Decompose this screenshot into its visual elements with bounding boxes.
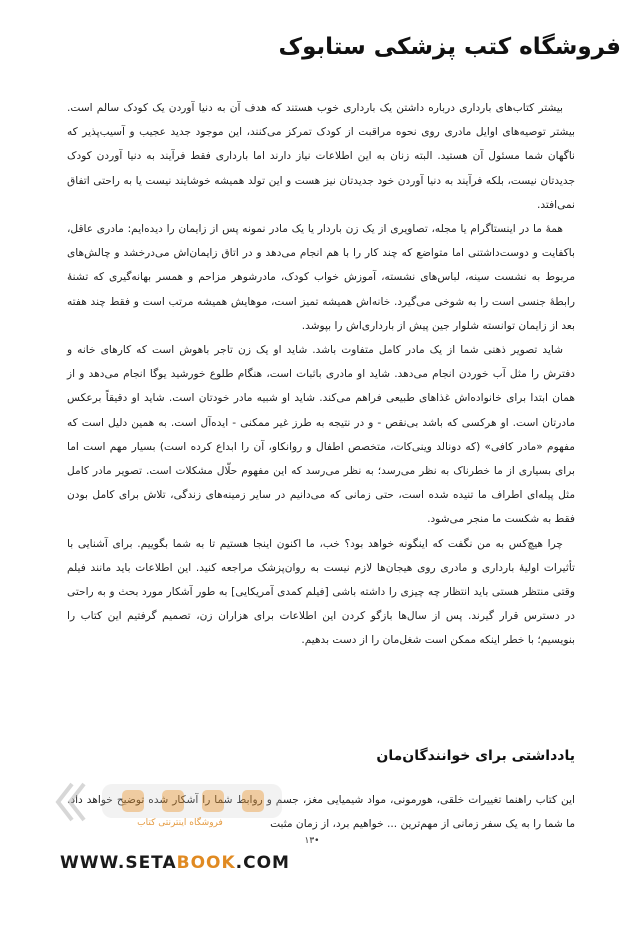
main-body	[67, 96, 575, 653]
paragraph-2: همهٔ ما در اینستاگرام یا مجله، تصاویری از یک زن باردار یا یک مادر نمونه پس از زایمان را دیده‌ایم: مادری عاقل، باکفایت و دوست‌داشتنی اما متواضع که چند کار را با هم انجام می‌دهد و در اتاق زایمان‌اش می‌درخشد و چالش‌های مربوط به نشست سینه، لباس‌های نشسته، آموزش خواب کودک، مادرشوهر مزاحم و همسر بهانه‌گیری که تشنهٔ رابطهٔ جنسی است را به شوخی می‌گیرد. خانه‌اش همیشه تمیز است، موهایش همیشه مرتب است و فقط چند هفته بعد از زایمان توانسته شلوار جین پیش از بارداری‌اش را بپوشد.	[67, 223, 575, 332]
site-url-prefix: WWW.SETA	[60, 853, 177, 873]
store-title: فروشگاه کتب پزشکی ستابوک	[278, 34, 621, 60]
section-line-1: این کتاب راهنما تغییرات خلقی، هورمونی، مواد شیمیایی مغز، جسم و روابط شما را آشکار شده توضیح خواهد داد. ما شما را به یک سفر زمانی از مهم‌ترین ... خواهیم برد، از زمان مثبت	[67, 794, 575, 830]
paragraph-1: بیشتر کتاب‌های بارداری درباره داشتن یک بارداری خوب هستند که هدف آن به دنیا آوردن یک کودک سالم است. بیشتر توصیه‌های اوایل مادری روی نحوه مراقبت از کودک تمرکز می‌کنند، این موجود جدید عجیب و آسیب‌پذیر که ناگهان شما مسئول آن هستید. البته زنان به این اطلاعات نیاز دارند اما بارداری فقط فرآیند به دنیا آوردن کودک جدیدتان نیست، بلکه فرآیند به دنیا آوردن خود جدیدتان نیز هست و این تولد همیشه خوشایند نیست یا به راحتی اتفاق نمی‌افتد.	[67, 102, 575, 211]
page-number: ۱۳•	[304, 836, 320, 846]
site-url-suffix: .COM	[235, 853, 290, 873]
section-heading: یادداشتی برای خوانندگان‌مان	[376, 748, 575, 764]
paragraph-4: چرا هیچ‌کس به من نگفت که اینگونه خواهد بود؟ خب، ما اکنون اینجا هستیم تا به شما بگوییم. برای آشنایی با تأثیرات اولیهٔ بارداری و مادری روی هیجان‌ها لازم نیست به روان‌پزشک مراجعه کنید. این اطلاعات باید مانند فیلم وقتی منتظر هستی باید انتظار چه چیزی را داشته باشی [فیلم کمدی آمریکایی] به طور آشکار مورد بحث و به راحتی در دسترس قرار گیرند. پس از سال‌ها بازگو کردن این اطلاعات برای هزاران زن، تصمیم گرفتیم این کتاب را بنویسیم؛ با خطر اینکه ممکن است شغل‌مان را از دست بدهیم.	[67, 537, 575, 647]
site-url[interactable]	[60, 853, 290, 873]
watermark-tagline: فروشگاه اینترنتی کتاب	[137, 818, 223, 828]
paragraph-3: شاید تصویر ذهنی شما از یک مادر کامل متفاوت باشد. شاید او یک زن تاجر باهوش است که کارهای خانه و دفترش را مثل آب خوردن انجام می‌دهد. شاید او مادری باثبات است، هنگام طلوع خورشید یوگا انجام می‌دهد و از همان ابتدا برای خانواده‌اش غذاهای طبیعی فراهم می‌کند. شاید او شبیه مادر خودتان است. شاید او دقیقاً برعکس مادرتان است. او هرکسی که باشد بی‌نقص - و در نتیجه به طرز غیر ممکنی - ایده‌آل است. به همین دلیل است که مفهوم «مادر کافی» (که دونالد وینی‌کات، متخصص اطفال و روانکاو، آن را ابداع کرده است) بسیار مهم است اما برای بسیاری از ما خطرناک به نظر می‌رسد؛ به نظر می‌رسد که این مفهوم حلّال مشکلات است. تصویر مادر کامل مثل پیله‌ای اطراف ما تنیده شده است، حتی زمانی که می‌دانیم در سایر زمینه‌های زندگی، تلاش برای کامل بودن فقط به شکست ما منجر می‌شود.	[67, 344, 575, 526]
site-url-accent: BOOK	[176, 853, 236, 873]
